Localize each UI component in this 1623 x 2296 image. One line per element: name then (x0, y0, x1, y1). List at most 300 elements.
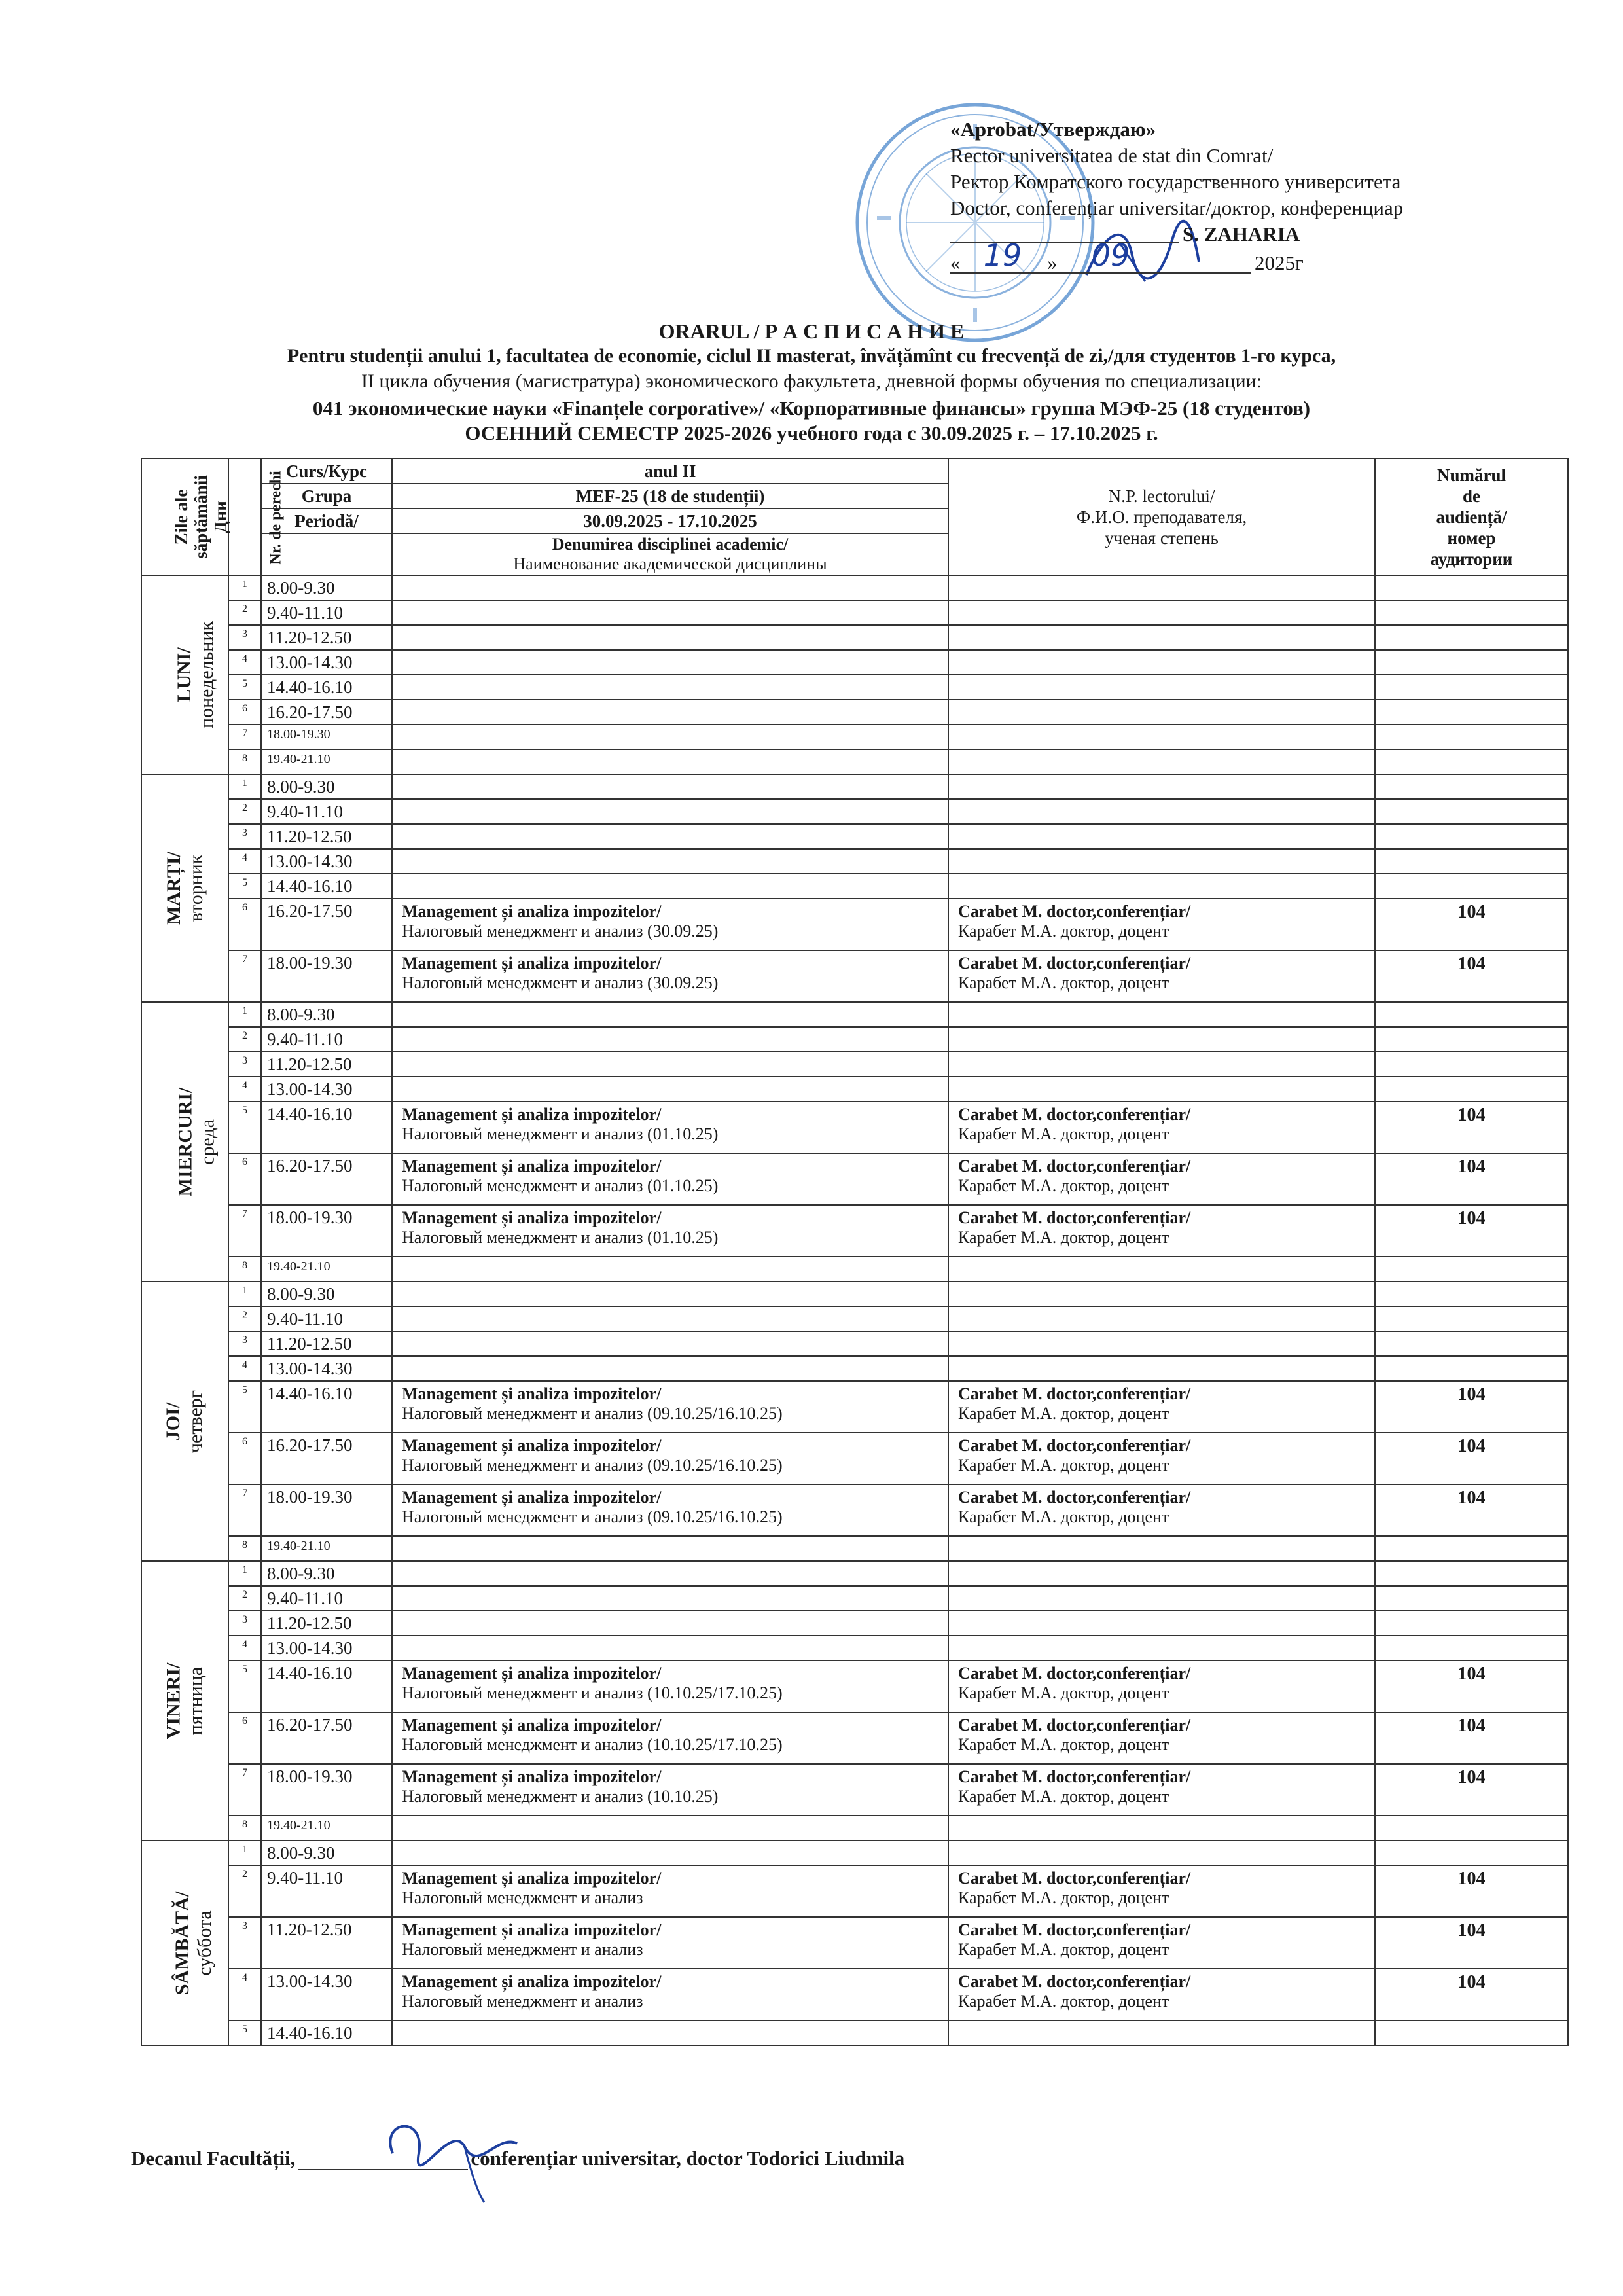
lecturer-cell (948, 950, 1375, 1002)
discipline-ro: Management și analiza impozitelor/ (402, 1384, 662, 1403)
schedule-row (141, 1306, 1568, 1331)
time-slot: 11.20-12.50 (261, 1611, 392, 1636)
schedule-row (141, 725, 1568, 749)
room-cell (1375, 725, 1568, 749)
time-slot: 8.00-9.30 (261, 1561, 392, 1586)
schedule-row (141, 1282, 1568, 1306)
time-slot: 8.00-9.30 (261, 774, 392, 799)
schedule-row (141, 1636, 1568, 1660)
schedule-row (141, 1712, 1568, 1764)
discipline-ru: Налоговый менеджмент и анализ (10.10.25/17.10.25) (402, 1735, 783, 1754)
approval-rector-ro: Rector universitatea de stat din Comrat/ (950, 144, 1274, 167)
room-cell (1375, 1306, 1568, 1331)
time-slot: 14.40-16.10 (261, 874, 392, 899)
approval-block (950, 117, 1539, 276)
schedule-row (141, 799, 1568, 824)
schedule-row (141, 1205, 1568, 1257)
schedule-row (141, 575, 1568, 600)
discipline-cell (392, 1306, 948, 1331)
room-cell (1375, 799, 1568, 824)
time-slot: 9.40-11.10 (261, 1865, 392, 1917)
schedule-row (141, 625, 1568, 650)
time-slot: 14.40-16.10 (261, 675, 392, 700)
discipline-ro: Management și analiza impozitelor/ (402, 1664, 662, 1683)
discipline-ru: Налоговый менеджмент и анализ (30.09.25) (402, 973, 719, 992)
dean-name: conferențiar universitar, doctor Todorici Liudmila (471, 2147, 905, 2170)
discipline-cell (392, 1356, 948, 1381)
header-days-label: Zile ale săptămânii Дни (171, 475, 230, 559)
discipline-ru: Налоговый менеджмент и анализ (01.10.25) (402, 1124, 719, 1143)
discipline-cell (392, 1611, 948, 1636)
time-slot: 14.40-16.10 (261, 2020, 392, 2045)
header-lecturer-2: Ф.И.О. преподавателя, (1076, 507, 1247, 527)
room-cell: 104 (1375, 1712, 1568, 1764)
lecturer-cell (948, 1027, 1375, 1052)
day-cell (141, 1282, 228, 1561)
pair-number: 5 (228, 1102, 261, 1153)
approval-day: 19 (983, 238, 1022, 273)
lecturer-ro: Carabet M. doctor,conferențiar/ (958, 1664, 1191, 1683)
room-cell (1375, 675, 1568, 700)
schedule-row (141, 774, 1568, 799)
room-cell: 104 (1375, 1205, 1568, 1257)
time-slot: 18.00-19.30 (261, 1764, 392, 1816)
lecturer-cell (948, 1077, 1375, 1102)
room-cell: 104 (1375, 1865, 1568, 1917)
lecturer-cell (948, 1331, 1375, 1356)
date-quote-close: » (1047, 251, 1058, 274)
pair-number: 8 (228, 749, 261, 774)
room-cell (1375, 774, 1568, 799)
header-group-value: MEF-25 (18 de studenții) (392, 484, 948, 509)
lecturer-cell (948, 725, 1375, 749)
room-cell (1375, 1257, 1568, 1282)
lecturer-ru: Карабет М.А. доктор, доцент (958, 1456, 1169, 1475)
schedule-row (141, 2020, 1568, 2045)
pair-number: 7 (228, 1764, 261, 1816)
day-cell (141, 1002, 228, 1282)
time-slot: 13.00-14.30 (261, 849, 392, 874)
room-cell (1375, 1586, 1568, 1611)
time-slot: 9.40-11.10 (261, 1027, 392, 1052)
schedule-row (141, 1586, 1568, 1611)
discipline-cell (392, 1257, 948, 1282)
room-cell (1375, 1027, 1568, 1052)
lecturer-cell (948, 849, 1375, 874)
header-period-label: Periodă/ (261, 509, 392, 533)
discipline-cell (392, 1102, 948, 1153)
room-cell (1375, 1636, 1568, 1660)
lecturer-ro: Carabet M. doctor,conferențiar/ (958, 1208, 1191, 1227)
header-lecturer (948, 459, 1375, 575)
lecturer-ru: Карабет М.А. доктор, доцент (958, 1404, 1169, 1423)
pair-number: 7 (228, 1484, 261, 1536)
pair-number: 1 (228, 1561, 261, 1586)
subtitle-ru: II цикла обучения (магистратура) экономического факультета, дневной формы обучения по специализации: (361, 370, 1262, 392)
discipline-cell (392, 650, 948, 675)
room-cell: 104 (1375, 1764, 1568, 1816)
lecturer-cell (948, 1002, 1375, 1027)
day-label (173, 621, 218, 728)
lecturer-ru: Карабет М.А. доктор, доцент (958, 1176, 1169, 1195)
room-cell: 104 (1375, 1969, 1568, 2020)
room-cell (1375, 749, 1568, 774)
lecturer-ru: Карабет М.А. доктор, доцент (958, 1787, 1169, 1806)
lecturer-cell (948, 650, 1375, 675)
discipline-cell (392, 675, 948, 700)
lecturer-cell (948, 1636, 1375, 1660)
lecturer-cell (948, 1816, 1375, 1840)
day-label (163, 1390, 207, 1452)
lecturer-ro: Carabet M. doctor,conferențiar/ (958, 954, 1191, 973)
time-slot: 14.40-16.10 (261, 1102, 392, 1153)
discipline-ro: Management și analiza impozitelor/ (402, 1157, 662, 1175)
room-cell (1375, 874, 1568, 899)
schedule-row (141, 874, 1568, 899)
document-title: ORARUL / Р А С П И С А Н И Е (658, 319, 965, 343)
lecturer-cell (948, 575, 1375, 600)
room-cell (1375, 1840, 1568, 1865)
lecturer-ru: Карабет М.А. доктор, доцент (958, 1228, 1169, 1247)
schedule-row (141, 1536, 1568, 1561)
lecturer-ru: Карабет М.А. доктор, доцент (958, 1940, 1169, 1959)
room-cell (1375, 1052, 1568, 1077)
semester: ОСЕННИЙ СЕМЕСТР 2025-2026 учебного года с 30.09.2025 г. – 17.10.2025 г. (465, 422, 1158, 444)
room-cell: 104 (1375, 1433, 1568, 1484)
room-cell (1375, 1561, 1568, 1586)
lecturer-cell (948, 1102, 1375, 1153)
room-cell (1375, 650, 1568, 675)
schedule-row (141, 1381, 1568, 1433)
discipline-cell (392, 849, 948, 874)
approval-signature-line (950, 221, 1539, 247)
lecturer-cell (948, 1660, 1375, 1712)
header-room-1: Numărul (1436, 465, 1506, 485)
pair-number: 4 (228, 650, 261, 675)
discipline-ru: Налоговый менеджмент и анализ (402, 1992, 643, 2011)
schedule-row (141, 1257, 1568, 1282)
time-slot: 18.00-19.30 (261, 1205, 392, 1257)
discipline-cell (392, 749, 948, 774)
time-slot: 9.40-11.10 (261, 1586, 392, 1611)
lecturer-cell (948, 675, 1375, 700)
time-slot: 13.00-14.30 (261, 1077, 392, 1102)
room-cell: 104 (1375, 1660, 1568, 1712)
schedule-row (141, 1561, 1568, 1586)
approval-degree: Doctor, conferențiar universitar/доктор, конференциар (950, 196, 1404, 219)
discipline-ru: Налоговый менеджмент и анализ (09.10.25/16.10.25) (402, 1456, 783, 1475)
pair-number: 3 (228, 824, 261, 849)
room-cell: 104 (1375, 1381, 1568, 1433)
discipline-ru: Налоговый менеджмент и анализ (09.10.25/16.10.25) (402, 1404, 783, 1423)
time-slot: 13.00-14.30 (261, 1969, 392, 2020)
approval-month: 09 (1091, 238, 1130, 273)
schedule-row (141, 1027, 1568, 1052)
date-quote-open: « (950, 251, 961, 274)
pair-number: 1 (228, 1282, 261, 1306)
lecturer-cell (948, 1205, 1375, 1257)
lecturer-cell (948, 1257, 1375, 1282)
schedule-row (141, 950, 1568, 1002)
lecturer-cell (948, 1356, 1375, 1381)
pair-number: 2 (228, 1586, 261, 1611)
discipline-ro: Management și analiza impozitelor/ (402, 1715, 662, 1734)
room-cell (1375, 1331, 1568, 1356)
schedule-row (141, 675, 1568, 700)
discipline-cell (392, 1969, 948, 2020)
lecturer-ru: Карабет М.А. доктор, доцент (958, 1888, 1169, 1907)
lecturer-cell (948, 1282, 1375, 1306)
day-name-ro: MARȚI/ (162, 852, 185, 925)
room-cell (1375, 2020, 1568, 2045)
date-rule (950, 272, 1251, 274)
discipline-cell (392, 1636, 948, 1660)
approval-date (950, 238, 1539, 276)
pair-number: 2 (228, 799, 261, 824)
day-cell (141, 575, 228, 774)
time-slot: 14.40-16.10 (261, 1381, 392, 1433)
room-cell: 104 (1375, 1102, 1568, 1153)
room-cell (1375, 600, 1568, 625)
lecturer-cell (948, 1764, 1375, 1816)
room-cell: 104 (1375, 1917, 1568, 1969)
discipline-cell (392, 1002, 948, 1027)
pair-number: 6 (228, 700, 261, 725)
time-slot: 19.40-21.10 (261, 1816, 392, 1840)
schedule-table (141, 458, 1569, 2046)
time-slot: 13.00-14.30 (261, 1636, 392, 1660)
discipline-cell (392, 1027, 948, 1052)
lecturer-cell (948, 2020, 1375, 2045)
pair-number: 7 (228, 725, 261, 749)
pair-number: 8 (228, 1816, 261, 1840)
day-name-ru: четверг (185, 1390, 207, 1453)
schedule-row (141, 899, 1568, 950)
schedule-row (141, 1969, 1568, 2020)
discipline-ro: Management și analiza impozitelor/ (402, 954, 662, 973)
pair-number: 3 (228, 1917, 261, 1969)
schedule-row (141, 1917, 1568, 1969)
room-cell: 104 (1375, 1484, 1568, 1536)
lecturer-cell (948, 1712, 1375, 1764)
lecturer-cell (948, 700, 1375, 725)
discipline-cell (392, 625, 948, 650)
pair-number: 7 (228, 1205, 261, 1257)
approval-year: 2025г (1255, 251, 1304, 274)
pair-number: 8 (228, 1536, 261, 1561)
pair-number: 4 (228, 1969, 261, 2020)
lecturer-cell (948, 1969, 1375, 2020)
lecturer-ru: Карабет М.А. доктор, доцент (958, 1124, 1169, 1143)
lecturer-cell (948, 774, 1375, 799)
schedule-row (141, 1052, 1568, 1077)
discipline-ro: Management și analiza impozitelor/ (402, 1920, 662, 1939)
pair-number: 1 (228, 575, 261, 600)
discipline-ro: Management și analiza impozitelor/ (402, 1767, 662, 1786)
lecturer-ro: Carabet M. doctor,conferențiar/ (958, 1869, 1191, 1888)
approval-rector-ru: Ректор Комратского государственного университета (950, 170, 1401, 193)
rector-name: S. ZAHARIA (1183, 223, 1300, 245)
discipline-cell (392, 700, 948, 725)
pair-number: 6 (228, 1433, 261, 1484)
discipline-ru: Налоговый менеджмент и анализ (01.10.25) (402, 1176, 719, 1195)
pair-number: 3 (228, 1611, 261, 1636)
pair-number: 7 (228, 950, 261, 1002)
schedule-row (141, 1433, 1568, 1484)
schedule-row (141, 1102, 1568, 1153)
time-slot: 9.40-11.10 (261, 600, 392, 625)
header-discipline (392, 533, 948, 575)
lecturer-ro: Carabet M. doctor,conferențiar/ (958, 1105, 1191, 1124)
discipline-cell (392, 899, 948, 950)
day-name-ro: VINERI/ (162, 1662, 185, 1739)
time-slot: 11.20-12.50 (261, 1917, 392, 1969)
time-slot: 8.00-9.30 (261, 1002, 392, 1027)
time-slot: 9.40-11.10 (261, 799, 392, 824)
discipline-ru: Налоговый менеджмент и анализ (10.10.25) (402, 1787, 719, 1806)
discipline-cell (392, 1586, 948, 1611)
time-slot: 9.40-11.10 (261, 1306, 392, 1331)
discipline-cell (392, 1282, 948, 1306)
lecturer-cell (948, 874, 1375, 899)
room-cell (1375, 1356, 1568, 1381)
time-slot: 8.00-9.30 (261, 1840, 392, 1865)
schedule-row (141, 600, 1568, 625)
pair-number: 4 (228, 849, 261, 874)
day-label (162, 852, 207, 925)
schedule-body (141, 575, 1568, 2045)
header-room-3: audiență/ (1436, 507, 1507, 527)
lecturer-ro: Carabet M. doctor,conferențiar/ (958, 1920, 1191, 1939)
time-slot: 19.40-21.10 (261, 749, 392, 774)
header-pair-nr (228, 459, 285, 575)
lecturer-cell (948, 824, 1375, 849)
discipline-ro: Management și analiza impozitelor/ (402, 902, 662, 921)
pair-number: 1 (228, 1840, 261, 1865)
lecturer-ro: Carabet M. doctor,conferențiar/ (958, 1436, 1191, 1455)
lecturer-cell (948, 600, 1375, 625)
lecturer-ru: Карабет М.А. доктор, доцент (958, 1735, 1169, 1754)
header-days (141, 459, 228, 575)
room-cell: 104 (1375, 899, 1568, 950)
pair-number: 6 (228, 1712, 261, 1764)
lecturer-cell (948, 1433, 1375, 1484)
schedule-row (141, 650, 1568, 675)
header-course-label: Curs/Курс (261, 459, 392, 484)
discipline-cell (392, 575, 948, 600)
pair-number: 2 (228, 1865, 261, 1917)
header-room-4: номер (1447, 528, 1496, 548)
discipline-cell (392, 1865, 948, 1917)
pair-number: 1 (228, 774, 261, 799)
lecturer-cell (948, 899, 1375, 950)
discipline-ru: Налоговый менеджмент и анализ (01.10.25) (402, 1228, 719, 1247)
lecturer-cell (948, 1052, 1375, 1077)
lecturer-cell (948, 1306, 1375, 1331)
discipline-ru: Налоговый менеджмент и анализ (10.10.25/17.10.25) (402, 1683, 783, 1702)
schedule-row (141, 1840, 1568, 1865)
schedule-row (141, 1764, 1568, 1816)
discipline-cell (392, 1816, 948, 1840)
lecturer-cell (948, 1586, 1375, 1611)
schedule-row (141, 1660, 1568, 1712)
discipline-ro: Management și analiza impozitelor/ (402, 1105, 662, 1124)
lecturer-cell (948, 1840, 1375, 1865)
lecturer-cell (948, 1561, 1375, 1586)
pair-number: 3 (228, 1052, 261, 1077)
discipline-ru: Налоговый менеджмент и анализ (30.09.25) (402, 922, 719, 941)
pair-number: 3 (228, 1331, 261, 1356)
room-cell (1375, 1077, 1568, 1102)
discipline-cell (392, 799, 948, 824)
day-label (162, 1662, 207, 1739)
discipline-cell (392, 1536, 948, 1561)
discipline-ro: Management și analiza impozitelor/ (402, 1869, 662, 1888)
discipline-ro: Management și analiza impozitelor/ (402, 1208, 662, 1227)
pair-number: 5 (228, 874, 261, 899)
time-slot: 14.40-16.10 (261, 1660, 392, 1712)
day-label (171, 1891, 216, 1994)
schedule-row (141, 1153, 1568, 1205)
room-cell (1375, 1002, 1568, 1027)
subtitle-ro: Pentru studenții anului 1, facultatea de economie, ciclul II masterat, învățămînt cu frecvență de zi,/для студентов 1-го курса, (287, 345, 1336, 367)
schedule-row (141, 749, 1568, 774)
header-lecturer-1: N.P. lectorului/ (1108, 486, 1215, 506)
room-cell (1375, 824, 1568, 849)
discipline-cell (392, 874, 948, 899)
pair-number: 5 (228, 1660, 261, 1712)
discipline-cell (392, 824, 948, 849)
lecturer-ru: Карабет М.А. доктор, доцент (958, 1992, 1169, 2011)
schedule-row (141, 1816, 1568, 1840)
lecturer-cell (948, 799, 1375, 824)
time-slot: 16.20-17.50 (261, 1433, 392, 1484)
time-slot: 18.00-19.30 (261, 725, 392, 749)
discipline-cell (392, 1381, 948, 1433)
lecturer-ro: Carabet M. doctor,conferențiar/ (958, 1972, 1191, 1991)
header-course-value: anul II (392, 459, 948, 484)
discipline-cell (392, 1331, 948, 1356)
pair-number: 3 (228, 625, 261, 650)
time-slot: 8.00-9.30 (261, 575, 392, 600)
lecturer-ru: Карабет М.А. доктор, доцент (958, 1683, 1169, 1702)
schedule-row (141, 1611, 1568, 1636)
room-cell (1375, 849, 1568, 874)
pair-number: 5 (228, 675, 261, 700)
discipline-cell (392, 1205, 948, 1257)
room-cell (1375, 1611, 1568, 1636)
header-group-label: Grupa (261, 484, 392, 509)
time-slot: 11.20-12.50 (261, 824, 392, 849)
lecturer-ro: Carabet M. doctor,conferențiar/ (958, 1715, 1191, 1734)
lecturer-ro: Carabet M. doctor,conferențiar/ (958, 902, 1191, 921)
time-slot: 19.40-21.10 (261, 1257, 392, 1282)
discipline-ro: Management și analiza impozitelor/ (402, 1972, 662, 1991)
discipline-cell (392, 1077, 948, 1102)
lecturer-ru: Карабет М.А. доктор, доцент (958, 922, 1169, 941)
time-slot: 18.00-19.30 (261, 950, 392, 1002)
lecturer-cell (948, 749, 1375, 774)
header-period-value: 30.09.2025 - 17.10.2025 (392, 509, 948, 533)
dean-label: Decanul Facultății, (131, 2147, 296, 2170)
discipline-cell (392, 1660, 948, 1712)
discipline-cell (392, 1712, 948, 1764)
lecturer-cell (948, 1917, 1375, 1969)
time-slot: 11.20-12.50 (261, 1331, 392, 1356)
pair-number: 4 (228, 1077, 261, 1102)
time-slot: 18.00-19.30 (261, 1484, 392, 1536)
day-name-ru: суббота (194, 1910, 216, 1976)
